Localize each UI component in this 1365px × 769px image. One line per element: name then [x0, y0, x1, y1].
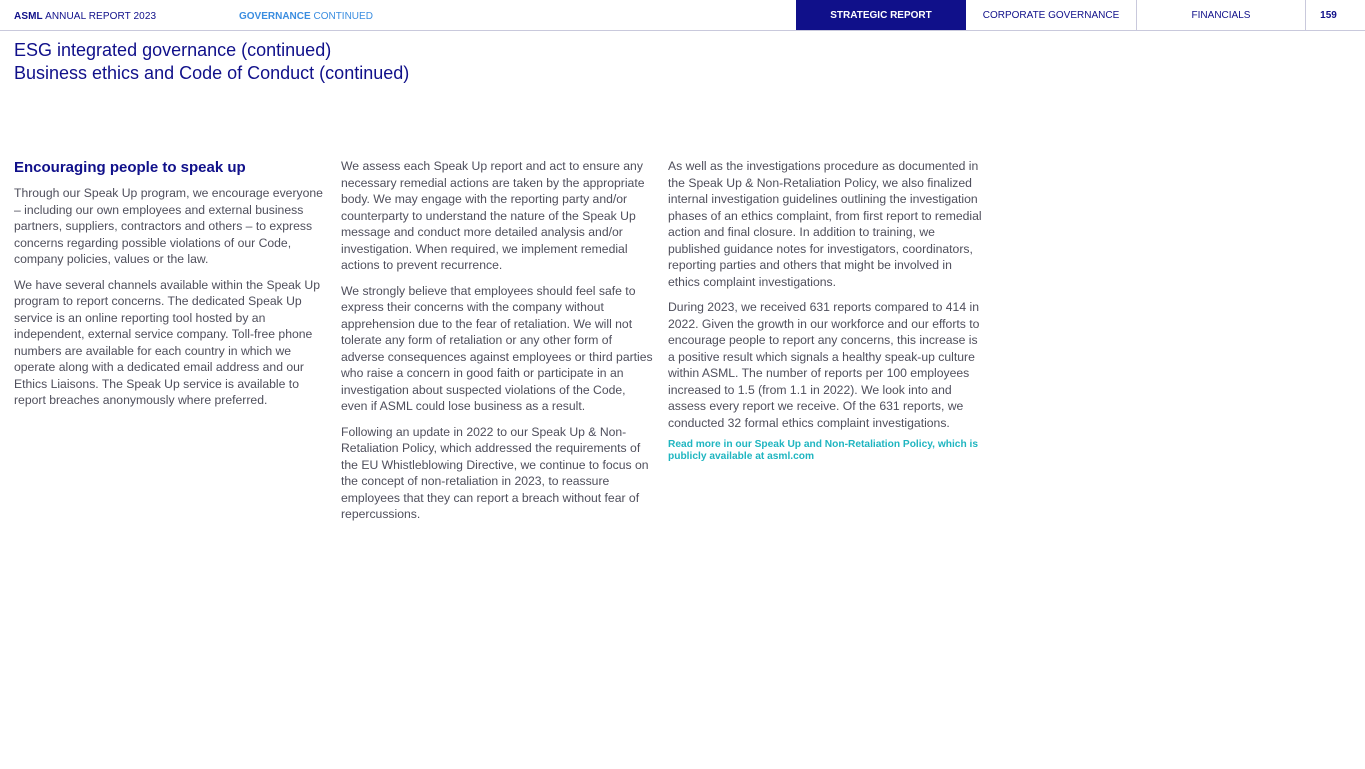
- tab-corporate-governance[interactable]: CORPORATE GOVERNANCE: [982, 10, 1120, 21]
- paragraph: During 2023, we received 631 reports compared to 414 in 2022. Given the growth in our workforce and our efforts to encourage people to report any concerns, this increase is a positive result which signals a healthy speak-up culture within ASML. The number of reports per 100 employees increased to 1.5 (from 1.1 in 2022). We look into and assess every report we receive. Of the 631 reports, we conducted 32 formal ethics complaint investigations.: [668, 300, 980, 430]
- column-2: [341, 158, 655, 532]
- paragraph: Through our Speak Up program, we encourage everyone – including our own employees and external business partners, suppliers, contractors and others – to express concerns regarding possible violations of our Code, company policies, values or the law.: [14, 186, 323, 266]
- report-label[interactable]: [14, 11, 156, 22]
- section-name: GOVERNANCE: [239, 11, 311, 22]
- read-more-link[interactable]: Read more in our Speak Up and Non-Retaliation Policy, which is publicly available at asml.com: [668, 439, 979, 462]
- column-1: [14, 158, 328, 418]
- section-continued: CONTINUED: [313, 11, 373, 22]
- page-title-line-1: ESG integrated governance (continued): [14, 40, 332, 60]
- paragraph: We have several channels available within the Speak Up program to report concerns. The dedicated Speak Up service is an online reporting tool hosted by an independent, external service company. Toll-free phone numbers are available for each country in which we operate along with a dedicated email address and our Ethics Liaisons. The Speak Up service is available to report breaches anonymously where preferred.: [14, 277, 320, 407]
- page-title: [14, 39, 409, 84]
- section-label: [239, 11, 373, 22]
- top-navigation-bar: [0, 0, 1365, 31]
- paragraph: We strongly believe that employees should feel safe to express their concerns with the company without apprehension due to the fear of retaliation. We will not tolerate any form of retaliation or any other form of adverse consequences against employees or third parties who raise a concern in good faith or participate in an investigation about suspected violations of the Code, even if ASML could lose business as a result.: [341, 283, 653, 413]
- paragraph: We assess each Speak Up report and act to ensure any necessary remedial actions are taken by the appropriate body. We may engage with the reporting party and/or counterparty to understand the nature of the Speak Up message and conduct more detailed analysis and/or investigation. When required, we implement remedial actions to prevent recurrence.: [341, 159, 645, 272]
- section-heading: Encouraging people to speak up: [14, 159, 246, 176]
- brand-name: ASML: [14, 11, 43, 22]
- column-3: [668, 158, 982, 463]
- tab-strategic-report[interactable]: STRATEGIC REPORT: [796, 0, 966, 30]
- report-title: ANNUAL REPORT 2023: [45, 11, 157, 22]
- tab-financials[interactable]: FINANCIALS: [1136, 0, 1305, 30]
- page-number: 159: [1305, 0, 1351, 30]
- paragraph: Following an update in 2022 to our Speak Up & Non-Retaliation Policy, which addressed the requirements of the EU Whistleblowing Directive, we continue to focus on the concept of non-retaliation in 2023, to reassure employees that they can report a breach without fear of repercussions.: [341, 424, 649, 521]
- paragraph: As well as the investigations procedure as documented in the Speak Up & Non-Retaliation Policy, we also finalized internal investigation guidelines outlining the investigation phases of an ethics complaint, from first report to remedial action and final closure. In addition to training, we published guidance notes for investigators, coordinators, reporting parties and others that might be involved in ethics complaint investigations.: [668, 159, 982, 289]
- page-title-line-2: Business ethics and Code of Conduct (continued): [14, 62, 410, 83]
